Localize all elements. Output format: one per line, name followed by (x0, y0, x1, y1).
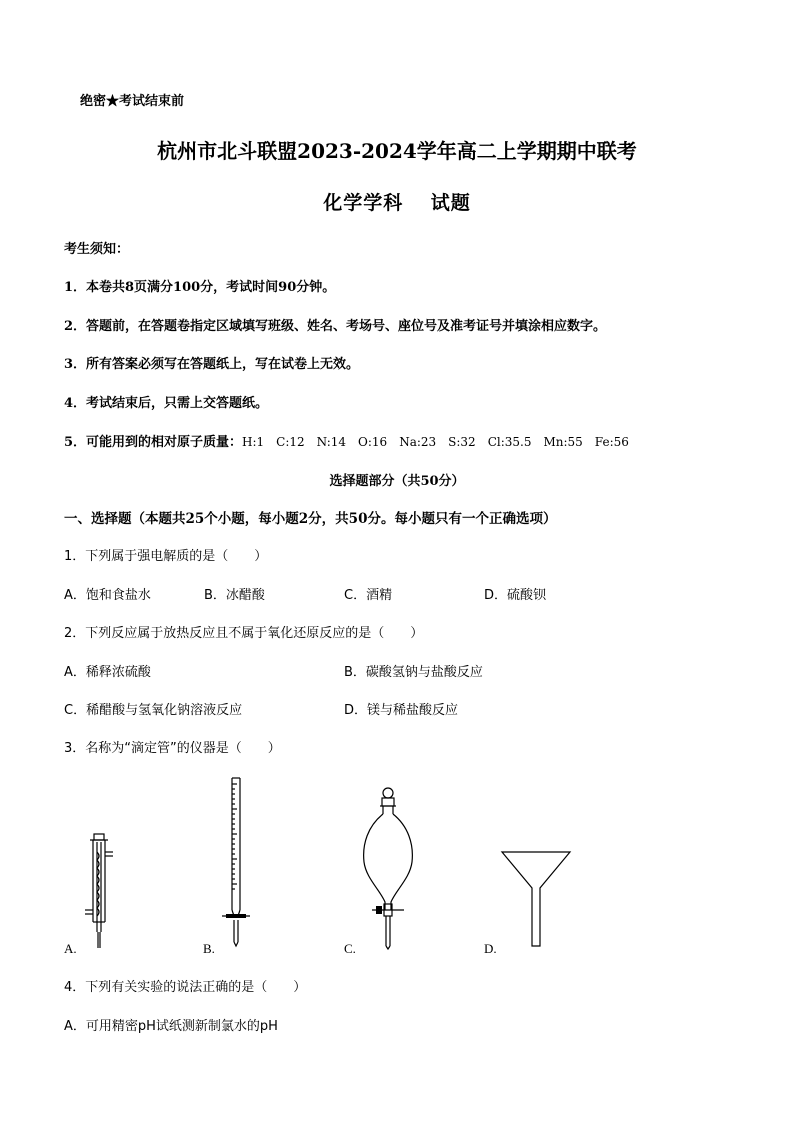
notice-item-text: 可能用到的相对原子质量： (86, 435, 243, 450)
question-1-stem: 1．下列属于强电解质的是（ ） (64, 549, 268, 564)
question-2-option-b: B．碳酸氢钠与盐酸反应 (344, 665, 483, 680)
notice-item-number: 1． (64, 280, 87, 295)
funnel-icon (500, 850, 572, 950)
notice-item-3 (64, 353, 359, 372)
section-heading: 选择题部分（共50分） (329, 474, 465, 489)
question-2-stem: 2．下列反应属于放热反应且不属于氧化还原反应的是（ ） (64, 626, 424, 641)
question-2-option-c: C．稀醋酸与氢氧化钠溶液反应 (64, 703, 243, 718)
question-4-stem: 4．下列有关实验的说法正确的是（ ） (64, 980, 307, 995)
notice-item-number: 4． (64, 396, 87, 411)
question-3-option-c: C. (344, 941, 356, 956)
exam-subtitle: 化学学科 试题 (323, 192, 471, 214)
question-2-option-a: A．稀释浓硫酸 (64, 665, 151, 680)
exam-title: 杭州市北斗联盟2023-2024学年高二上学期期中联考 (157, 139, 637, 163)
notice-item-1 (64, 276, 335, 295)
question-2-option-d: D．镁与稀盐酸反应 (344, 703, 459, 718)
question-1-option-c: C．酒精 (344, 588, 393, 603)
atomic-masses: H:1 C:12 N:14 O:16 Na:23 S:32 Cl:35.5 Mn:55 Fe:56 (242, 435, 629, 449)
burette-icon (218, 776, 254, 948)
question-1-option-d: D．硫酸钡 (484, 588, 547, 603)
notice-heading: 考生须知： (64, 242, 130, 257)
question-3-option-a: A. (64, 941, 77, 956)
question-3-option-d: D. (484, 941, 497, 956)
question-1-option-b: B．冰醋酸 (204, 588, 265, 603)
question-1-option-a: A．饱和食盐水 (64, 588, 151, 603)
notice-item-text: 考试结束后，只需上交答题纸。 (86, 396, 269, 411)
notice-item-4 (64, 392, 268, 411)
notice-item-number: 3． (64, 357, 87, 372)
notice-item-number: 2． (64, 319, 87, 334)
notice-item-text: 本卷共8页满分100分，考试时间90分钟。 (86, 280, 336, 295)
condenser-icon (78, 832, 118, 952)
notice-item-text: 答题前，在答题卷指定区域填写班级、姓名、考场号、座位号及准考证号并填涂相应数字。 (86, 319, 607, 334)
notice-item-number: 5． (64, 435, 87, 450)
part-heading: 一、选择题（本题共25个小题，每小题2分，共50分。每小题只有一个正确选项） (64, 511, 557, 527)
notice-item-2 (64, 315, 606, 334)
question-3-option-b: B. (203, 941, 215, 956)
confidential-label: 绝密★考试结束前 (80, 94, 185, 109)
question-4-option-a: A．可用精密pH试纸测新制氯水的pH (64, 1019, 278, 1034)
notice-item-text: 所有答案必须写在答题纸上，写在试卷上无效。 (86, 357, 360, 372)
separatory-funnel-icon (358, 786, 418, 950)
question-3-stem: 3．名称为“滴定管”的仪器是（ ） (64, 741, 281, 756)
notice-item-5 (64, 431, 629, 450)
